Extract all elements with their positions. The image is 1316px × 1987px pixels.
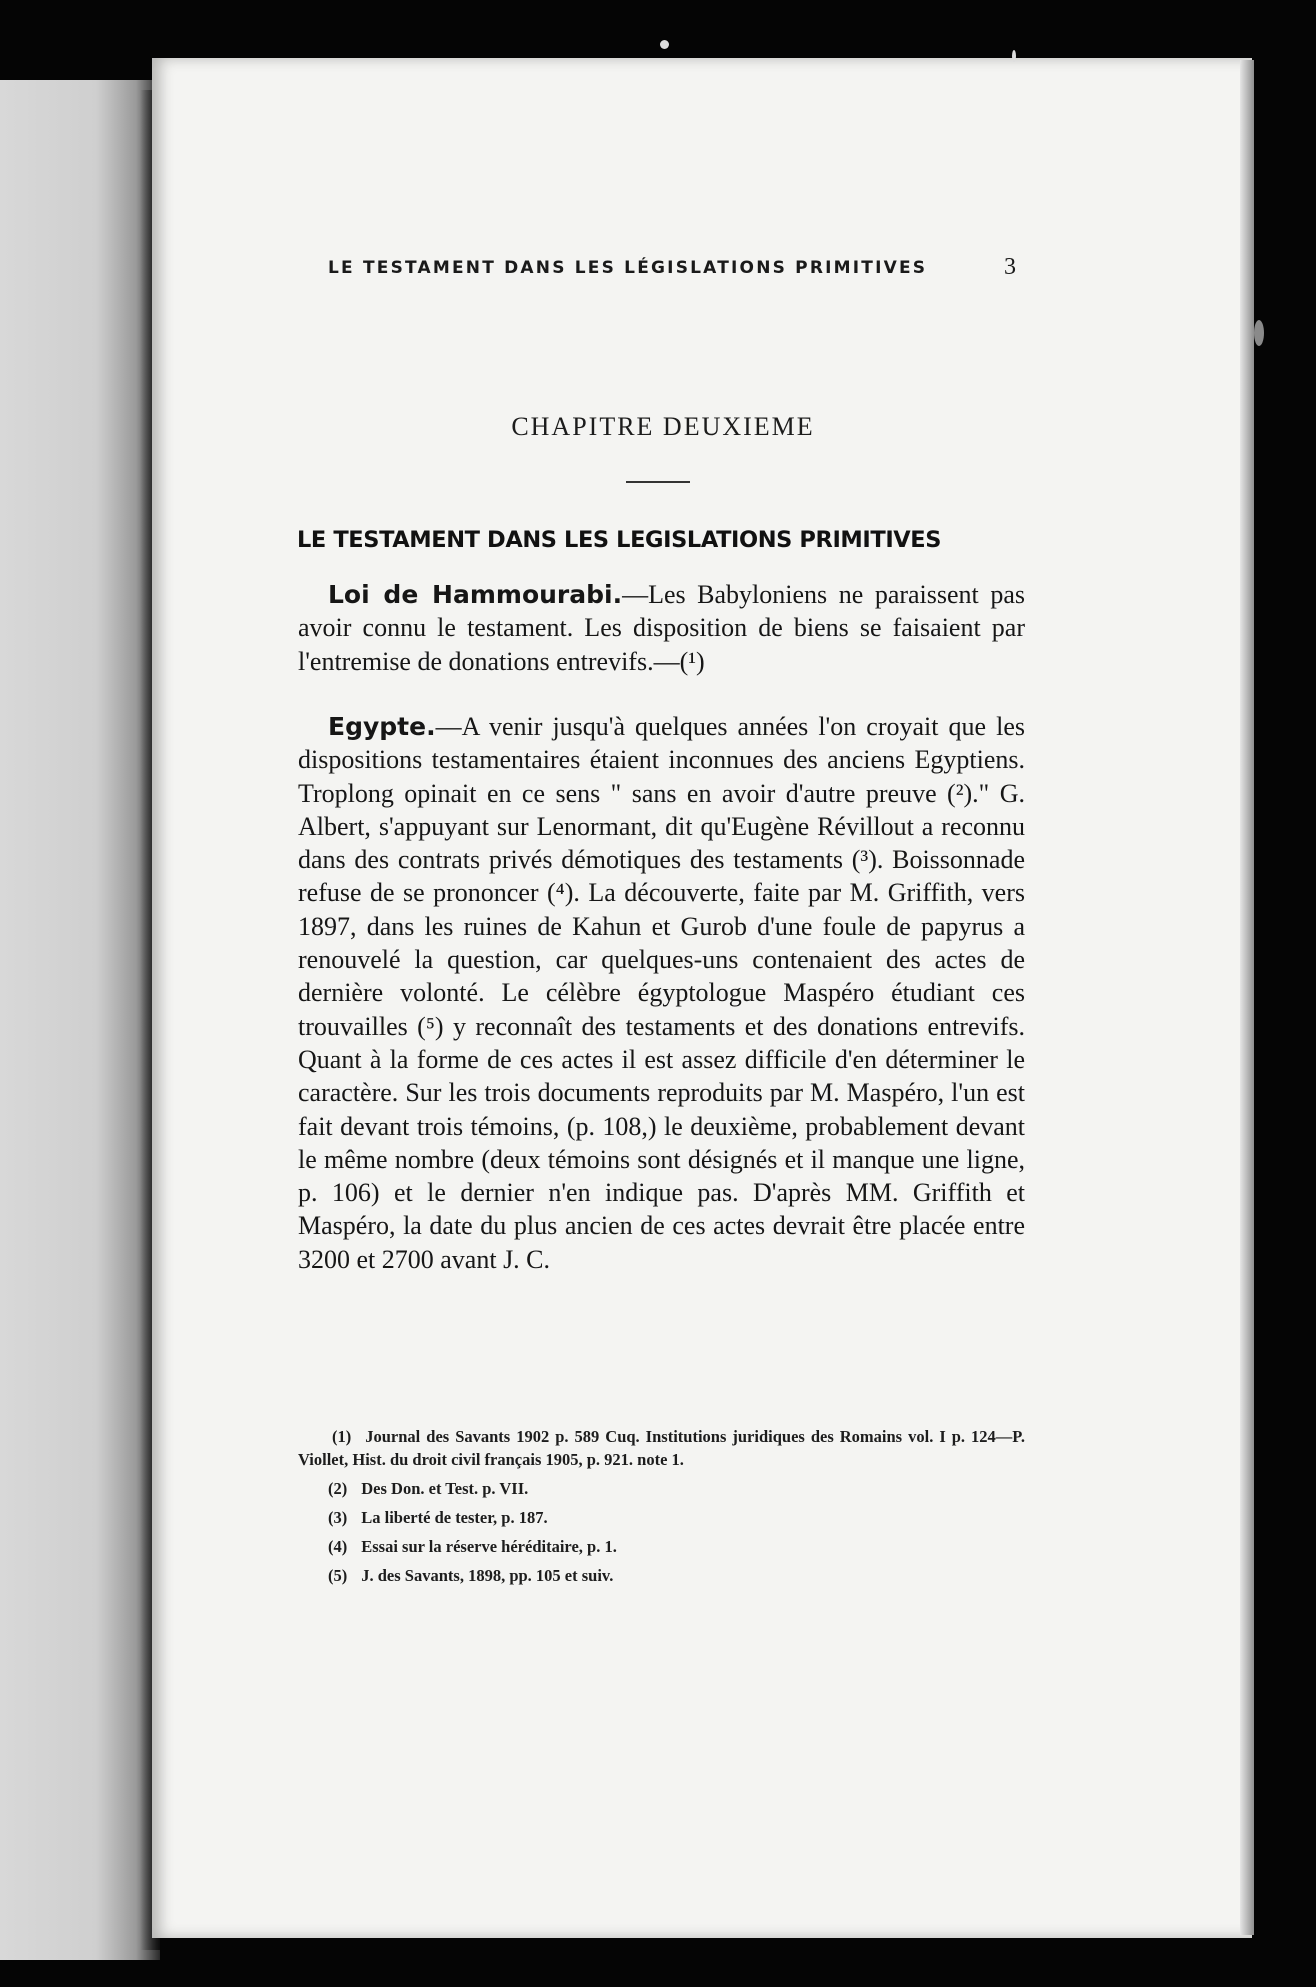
running-head: LE TESTAMENT DANS LES LÉGISLATIONS PRIMITIVES — [328, 258, 928, 278]
footnote — [298, 1535, 1025, 1558]
footnote — [298, 1477, 1025, 1500]
paragraph-text: —Les Babyloniens ne paraissent pas avoir connu le testament. Les disposition de biens se faisaient par l'entremise de donations entrevifs.—(¹) — [298, 580, 1025, 676]
footnote — [298, 1564, 1025, 1587]
footnote-number: (2) — [328, 1479, 348, 1498]
paragraph-heading: Egypte. — [328, 712, 436, 741]
scan-speck — [1012, 50, 1016, 62]
page-right-edge — [1240, 60, 1254, 1935]
footnote-text: Essai sur la réserve héréditaire, p. 1. — [361, 1537, 617, 1556]
footnote-number: (3) — [328, 1508, 348, 1527]
footnote — [298, 1506, 1025, 1529]
footnote-text: Journal des Savants 1902 p. 589 Cuq. Institutions juridiques des Romains vol. I p. 124—P. Viollet, Hist. du droit civil français 1905, p. 921. note 1. — [298, 1427, 1025, 1469]
footnote-text: Des Don. et Test. p. VII. — [361, 1479, 529, 1498]
section-title: LE TESTAMENT DANS LES LEGISLATIONS PRIMITIVES — [297, 527, 942, 553]
paragraph-text: —A venir jusqu'à quelques années l'on croyait que les dispositions testamentaires étaient inconnues des anciens Egyptiens. Troplong opinait en ce sens " sans en avoir d'autre preuve (²)." G. Albert, s'appuyant sur Lenormant, dit qu'Eugène Révillout a reconnu dans des contrats privés démotiques des testaments (³). Boissonnade refuse de se prononcer (⁴). La découverte, faite par M. Griffith, vers 1897, dans les ruines de Kahun et Gurob d'une foule de papyrus a renouvelé la question, car quelques-uns contenaient des actes de dernière volonté. Le célèbre égyptologue Maspéro étudiant ces trouvailles (⁵) y reconnaît des testaments et des donations entrevifs. Quant à la forme de ces actes il est assez difficile d'en déterminer le caractère. Sur les trois documents reproduits par M. Maspéro, l'un est fait devant trois témoins, (p. 108,) le deuxième, probablement devant le même nombre (deux témoins sont désignés et il manque une ligne, p. 106) et le dernier n'en indique pas. D'après MM. Griffith et Maspéro, la date du plus ancien de ces actes devrait être placée entre 3200 et 2700 avant J. C. — [298, 712, 1025, 1274]
chapter-divider — [626, 481, 690, 483]
footnotes — [298, 1425, 1025, 1593]
paragraph-egypte — [298, 710, 1025, 1276]
page-number: 3 — [1004, 254, 1016, 280]
footnote-text: J. des Savants, 1898, pp. 105 et suiv. — [361, 1566, 614, 1585]
footnote-number: (4) — [328, 1537, 348, 1556]
footnote-text: La liberté de tester, p. 187. — [361, 1508, 548, 1527]
footnote — [298, 1425, 1025, 1471]
chapter-title: CHAPITRE DEUXIEME — [511, 412, 815, 441]
paragraph-hammourabi — [298, 578, 1025, 678]
footnote-number: (1) — [332, 1427, 352, 1446]
footnote-number: (5) — [328, 1566, 348, 1585]
scan-speck — [1254, 320, 1264, 346]
facing-page-edge — [0, 80, 160, 1960]
scan-speck — [660, 40, 669, 49]
paragraph-heading: Loi de Hammourabi. — [328, 580, 623, 609]
